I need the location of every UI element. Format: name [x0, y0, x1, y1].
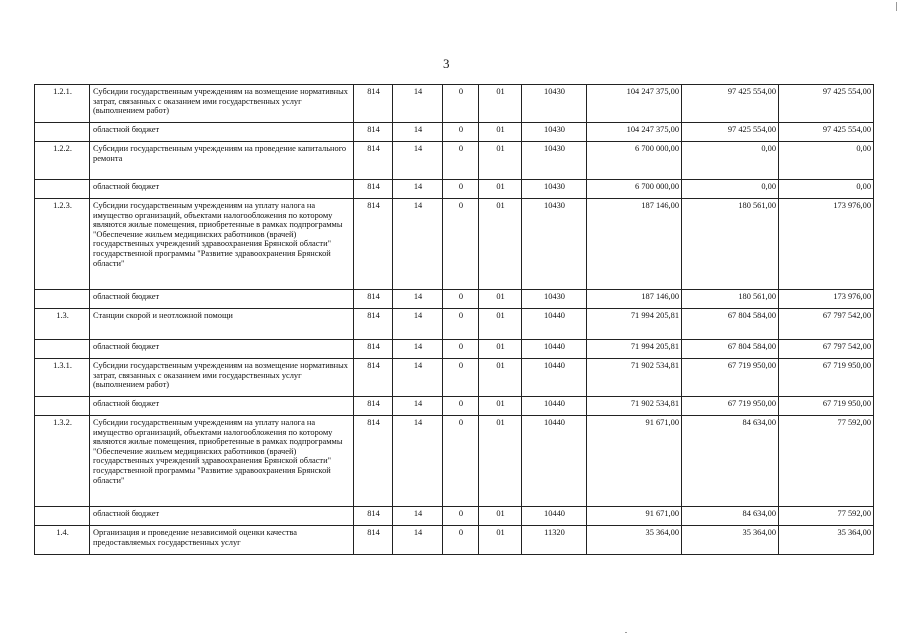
code-program-cell: 14 [393, 142, 443, 180]
code-direction-cell: 10430 [522, 180, 587, 199]
amount-year3-cell: 0,00 [779, 142, 874, 180]
code-subprogram-cell: 0 [443, 309, 479, 340]
code-subprogram-cell: 0 [443, 397, 479, 416]
code-direction-cell: 10430 [522, 290, 587, 309]
amount-year1-cell: 187 146,00 [587, 199, 682, 290]
code-measure-cell: 01 [479, 85, 522, 123]
code-subprogram-cell: 0 [443, 340, 479, 359]
row-number-cell: 1.3. [35, 309, 90, 340]
table-row [35, 199, 874, 290]
code-gp-cell: 814 [354, 123, 393, 142]
code-subprogram-cell: 0 [443, 416, 479, 507]
code-measure-cell: 01 [479, 397, 522, 416]
row-name-cell: областной бюджет [90, 180, 354, 199]
table-row [35, 142, 874, 180]
scan-speck [625, 632, 627, 633]
amount-year1-cell: 6 700 000,00 [587, 142, 682, 180]
code-direction-cell: 10440 [522, 359, 587, 397]
amount-year3-cell: 67 797 542,00 [779, 309, 874, 340]
code-program-cell: 14 [393, 507, 443, 526]
code-gp-cell: 814 [354, 142, 393, 180]
code-subprogram-cell: 0 [443, 526, 479, 555]
amount-year2-cell: 67 804 584,00 [682, 340, 779, 359]
row-number-cell: 1.2.3. [35, 199, 90, 290]
table-row [35, 123, 874, 142]
row-number-cell [35, 507, 90, 526]
row-number-cell [35, 340, 90, 359]
code-direction-cell: 10440 [522, 309, 587, 340]
code-program-cell: 14 [393, 416, 443, 507]
table-row [35, 359, 874, 397]
amount-year1-cell: 71 994 205,81 [587, 309, 682, 340]
row-name-cell: областной бюджет [90, 290, 354, 309]
row-number-cell [35, 123, 90, 142]
amount-year1-cell: 71 994 205,81 [587, 340, 682, 359]
code-program-cell: 14 [393, 359, 443, 397]
code-measure-cell: 01 [479, 416, 522, 507]
amount-year2-cell: 0,00 [682, 180, 779, 199]
row-name-cell: Субсидии государственным учреждениям на уплату налога на имущество организаций, объектами налогообложения по которому являются жилые помещения, приобретенные в рамках подпрограммы "Обеспечение жильем медицинских работников (врачей) государственных учреждений здравоохранения Брянской области" государственной программы "Развитие здравоохранения Брянской области" [90, 199, 354, 290]
code-program-cell: 14 [393, 123, 443, 142]
row-number-cell: 1.2.2. [35, 142, 90, 180]
amount-year3-cell: 35 364,00 [779, 526, 874, 555]
row-name-cell: Субсидии государственным учреждениям на проведение капитального ремонта [90, 142, 354, 180]
code-program-cell: 14 [393, 340, 443, 359]
amount-year2-cell: 67 804 584,00 [682, 309, 779, 340]
table-row [35, 416, 874, 507]
code-program-cell: 14 [393, 309, 443, 340]
code-program-cell: 14 [393, 526, 443, 555]
amount-year2-cell: 0,00 [682, 142, 779, 180]
amount-year1-cell: 91 671,00 [587, 416, 682, 507]
row-number-cell [35, 180, 90, 199]
table-row [35, 340, 874, 359]
amount-year1-cell: 187 146,00 [587, 290, 682, 309]
code-program-cell: 14 [393, 397, 443, 416]
code-subprogram-cell: 0 [443, 199, 479, 290]
code-direction-cell: 10440 [522, 416, 587, 507]
table-row [35, 309, 874, 340]
code-measure-cell: 01 [479, 507, 522, 526]
code-subprogram-cell: 0 [443, 180, 479, 199]
code-measure-cell: 01 [479, 290, 522, 309]
code-gp-cell: 814 [354, 359, 393, 397]
amount-year1-cell: 35 364,00 [587, 526, 682, 555]
amount-year3-cell: 67 719 950,00 [779, 359, 874, 397]
row-name-cell: Организация и проведение независимой оценки качества предоставляемых государственных услуг [90, 526, 354, 555]
amount-year3-cell: 77 592,00 [779, 416, 874, 507]
amount-year2-cell: 84 634,00 [682, 416, 779, 507]
row-name-cell: областной бюджет [90, 507, 354, 526]
code-measure-cell: 01 [479, 359, 522, 397]
row-name-cell: Субсидии государственным учреждениям на возмещение нормативных затрат, связанных с оказанием ими государственных услуг (выполнением работ) [90, 85, 354, 123]
page-number: 3 [443, 56, 450, 71]
table-row [35, 85, 874, 123]
code-measure-cell: 01 [479, 142, 522, 180]
code-measure-cell: 01 [479, 199, 522, 290]
code-gp-cell: 814 [354, 199, 393, 290]
code-subprogram-cell: 0 [443, 290, 479, 309]
code-gp-cell: 814 [354, 180, 393, 199]
code-measure-cell: 01 [479, 340, 522, 359]
table-body [35, 85, 874, 555]
code-gp-cell: 814 [354, 290, 393, 309]
row-number-cell [35, 397, 90, 416]
amount-year3-cell: 173 976,00 [779, 199, 874, 290]
row-number-cell: 1.3.2. [35, 416, 90, 507]
code-subprogram-cell: 0 [443, 507, 479, 526]
amount-year3-cell: 67 719 950,00 [779, 397, 874, 416]
amount-year2-cell: 97 425 554,00 [682, 123, 779, 142]
code-direction-cell: 10430 [522, 142, 587, 180]
amount-year1-cell: 71 902 534,81 [587, 359, 682, 397]
amount-year3-cell: 0,00 [779, 180, 874, 199]
row-number-cell [35, 290, 90, 309]
amount-year1-cell: 104 247 375,00 [587, 123, 682, 142]
amount-year3-cell: 173 976,00 [779, 290, 874, 309]
code-program-cell: 14 [393, 290, 443, 309]
code-gp-cell: 814 [354, 309, 393, 340]
amount-year2-cell: 67 719 950,00 [682, 359, 779, 397]
row-name-cell: областной бюджет [90, 340, 354, 359]
code-subprogram-cell: 0 [443, 85, 479, 123]
table-row [35, 507, 874, 526]
code-direction-cell: 10440 [522, 340, 587, 359]
code-program-cell: 14 [393, 85, 443, 123]
code-subprogram-cell: 0 [443, 359, 479, 397]
code-measure-cell: 01 [479, 180, 522, 199]
code-measure-cell: 01 [479, 526, 522, 555]
amount-year1-cell: 6 700 000,00 [587, 180, 682, 199]
code-subprogram-cell: 0 [443, 123, 479, 142]
code-gp-cell: 814 [354, 416, 393, 507]
amount-year3-cell: 97 425 554,00 [779, 123, 874, 142]
code-measure-cell: 01 [479, 123, 522, 142]
row-number-cell: 1.4. [35, 526, 90, 555]
code-gp-cell: 814 [354, 340, 393, 359]
row-name-cell: областной бюджет [90, 123, 354, 142]
budget-table [34, 84, 874, 555]
code-gp-cell: 814 [354, 507, 393, 526]
code-program-cell: 14 [393, 199, 443, 290]
amount-year1-cell: 91 671,00 [587, 507, 682, 526]
row-name-cell: Субсидии государственным учреждениям на уплату налога на имущество организаций, объектами налогообложения по которому являются жилые помещения, приобретенные в рамках подпрограммы "Обеспечение жильем медицинских работников (врачей) государственных учреждений здравоохранения Брянской области" государственной программы "Развитие здравоохранения Брянской области" [90, 416, 354, 507]
code-direction-cell: 11320 [522, 526, 587, 555]
table-row [35, 526, 874, 555]
row-number-cell: 1.3.1. [35, 359, 90, 397]
code-direction-cell: 10430 [522, 85, 587, 123]
code-program-cell: 14 [393, 180, 443, 199]
table-row [35, 290, 874, 309]
row-name-cell: Субсидии государственным учреждениям на возмещение нормативных затрат, связанных с оказанием ими государственных услуг (выполнением работ) [90, 359, 354, 397]
amount-year3-cell: 77 592,00 [779, 507, 874, 526]
amount-year2-cell: 67 719 950,00 [682, 397, 779, 416]
row-name-cell: Станции скорой и неотложной помощи [90, 309, 354, 340]
code-direction-cell: 10440 [522, 507, 587, 526]
code-subprogram-cell: 0 [443, 142, 479, 180]
code-gp-cell: 814 [354, 397, 393, 416]
amount-year2-cell: 97 425 554,00 [682, 85, 779, 123]
code-direction-cell: 10440 [522, 397, 587, 416]
amount-year2-cell: 35 364,00 [682, 526, 779, 555]
amount-year3-cell: 97 425 554,00 [779, 85, 874, 123]
code-measure-cell: 01 [479, 309, 522, 340]
table-row [35, 180, 874, 199]
row-name-cell: областной бюджет [90, 397, 354, 416]
amount-year2-cell: 180 561,00 [682, 290, 779, 309]
code-direction-cell: 10430 [522, 199, 587, 290]
amount-year2-cell: 180 561,00 [682, 199, 779, 290]
amount-year1-cell: 104 247 375,00 [587, 85, 682, 123]
table-row [35, 397, 874, 416]
amount-year1-cell: 71 902 534,81 [587, 397, 682, 416]
code-gp-cell: 814 [354, 526, 393, 555]
margin-mark [896, 2, 897, 11]
code-gp-cell: 814 [354, 85, 393, 123]
code-direction-cell: 10430 [522, 123, 587, 142]
row-number-cell: 1.2.1. [35, 85, 90, 123]
amount-year3-cell: 67 797 542,00 [779, 340, 874, 359]
amount-year2-cell: 84 634,00 [682, 507, 779, 526]
